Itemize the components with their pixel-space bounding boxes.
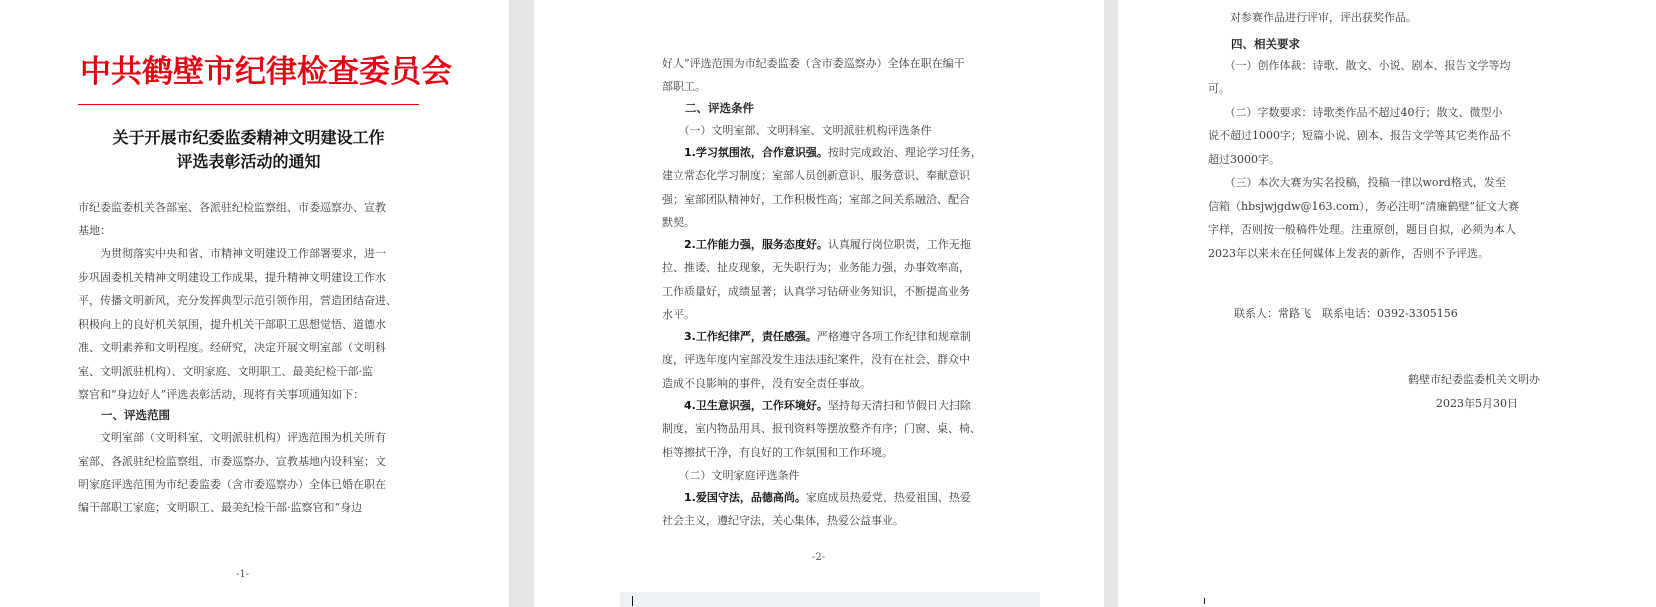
text-cursor: [632, 596, 633, 606]
criterion-2-title: 2.工作能力强，服务态度好。: [662, 238, 828, 251]
notice-title: [78, 126, 419, 174]
text-line: 超过3000字。: [1208, 153, 1280, 166]
family-criterion-1-title: 1.爱国守法，品德高尚。: [662, 491, 806, 504]
text-line: 拉、推诿、扯皮现象，无失职行为；业务能力强，办事效率高，: [662, 261, 970, 274]
org-header: 中共鹤壁市纪律检查委员会: [80, 54, 452, 90]
text-line: 明家庭评选范围为市纪委监委（含市委巡察办）全体已婚在职在: [78, 478, 386, 491]
text-line: 察官和“身边好人”评选表彰活动，现将有关事项通知如下：: [78, 388, 365, 401]
criterion-1-title: 1.学习氛围浓，合作意识强。: [662, 146, 828, 159]
text-line: [662, 394, 971, 418]
text-line: 度，评选年度内室部没发生违法违纪案件，没有在社会、群众中: [662, 353, 970, 366]
text-line: 为贯彻落实中央和省、市精神文明建设工作部署要求，进一: [78, 247, 386, 260]
document-page-1: [0, 0, 509, 607]
text-line: 基地：: [78, 224, 111, 237]
text-line: [662, 486, 971, 510]
text-cursor-right: [1204, 598, 1205, 604]
page-number: -2-: [812, 552, 826, 563]
text-line: （三）本次大赛为实名投稿，投稿一律以word格式，发至: [1208, 176, 1506, 189]
text-line: 2023年以来未在任何媒体上发表的新作，否则不予评选。: [1208, 247, 1489, 260]
page-gutter-left: [509, 0, 534, 607]
text-line: 造成不良影响的事件，没有安全责任事故。: [662, 377, 871, 390]
document-page-3: [1118, 0, 1656, 607]
text-line: 编干部职工家庭；文明职工、最美纪检干部·监察官和“身边: [78, 501, 363, 514]
text-line: [662, 141, 982, 165]
text-line: 可。: [1208, 82, 1230, 95]
text-line: 默契。: [662, 216, 695, 229]
text-line: 柜等擦拭干净，有良好的工作氛围和工作环境。: [662, 446, 893, 459]
text-line: 平，传播文明新风，充分发挥典型示范引领作用，营造团结奋进、: [78, 294, 397, 307]
text-line: 准、文明素养和文明程度。经研究，决定开展文明室部（文明科: [78, 341, 386, 354]
text-line: 市纪委监委机关各部室、各派驻纪检监察组、市委巡察办、宣教: [78, 201, 386, 214]
text-line: （二）文明家庭评选条件: [662, 469, 800, 482]
criterion-4-title: 4.卫生意识强，工作环境好。: [662, 399, 828, 412]
text-line: 字样，否则按一般稿件处理。注重原创，题目自拟，必须为本人: [1208, 223, 1516, 236]
criterion-4-text: 坚持每天清扫和节假日大扫除: [827, 399, 971, 412]
text-line: 部职工。: [662, 80, 706, 93]
page-gutter-right: [1104, 0, 1118, 607]
text-line: 好人”评选范围为市纪委监委（含市委巡察办）全体在职在编干: [662, 57, 965, 70]
text-line: 强；室部团队精神好，工作积极性高；室部之间关系融洽、配合: [662, 193, 970, 206]
text-line: 水平。: [662, 308, 695, 321]
text-line: 工作质量好，成绩显著；认真学习钻研业务知识，不断提高业务: [662, 285, 970, 298]
text-line: [662, 233, 971, 257]
criterion-2-text: 认真履行岗位职责，工作无拖: [827, 238, 971, 251]
text-line: 步巩固委机关精神文明建设工作成果，提升精神文明建设工作水: [78, 271, 386, 284]
text-line: [662, 325, 971, 349]
notice-title-line-1: 关于开展市纪委监委精神文明建设工作: [112, 128, 385, 147]
page-number: -1-: [236, 569, 250, 580]
text-line: 室、文明派驻机构）、文明家庭、文明职工、最美纪检干部·监: [78, 365, 373, 378]
text-line: 说不超过1000字；短篇小说、剧本、报告文学等其它类作品不: [1208, 129, 1511, 142]
text-line: 对参赛作品进行评审，评出获奖作品。: [1208, 11, 1417, 24]
section-heading: 二、评选条件: [662, 101, 754, 115]
section-heading: 四、相关要求: [1208, 37, 1300, 51]
text-line: 文明室部（文明科室、文明派驻机构）评选范围为机关所有: [78, 431, 386, 444]
text-line: 制度，室内物品用具、报刊资料等摆放整齐有序；门窗、桌、椅、: [662, 422, 981, 435]
document-page-2: [534, 0, 1104, 607]
signature-org: 鹤壁市纪委监委机关文明办: [1408, 373, 1540, 386]
contact-line: 联系人：常路飞 联系电话：0392-3305156: [1234, 307, 1458, 320]
text-line: （一）文明室部、文明科室、文明派驻机构评选条件: [662, 124, 932, 137]
section-heading: 一、评选范围: [78, 408, 170, 422]
criterion-3-text: 严格遵守各项工作纪律和规章制: [816, 330, 971, 343]
text-line: 室部、各派驻纪检监察组、市委巡察办、宣教基地内设科室；文: [78, 455, 386, 468]
text-line: 建立常态化学习制度；室部人员创新意识、服务意识、奉献意识: [662, 169, 970, 182]
text-line: 社会主义，遵纪守法，关心集体，热爱公益事业。: [662, 514, 904, 527]
criterion-1-text: 按时完成政治、理论学习任务，: [827, 146, 982, 159]
notice-title-line-2: 评选表彰活动的通知: [176, 152, 321, 171]
red-divider: [78, 104, 419, 105]
criterion-3-title: 3.工作纪律严，责任感强。: [662, 330, 817, 343]
family-criterion-1-text: 家庭成员热爱党、热爱祖国、热爱: [805, 491, 971, 504]
signature-date: 2023年5月30日: [1436, 397, 1518, 410]
text-line: 信箱（hbsjwjgdw@163.com），务必注明“清廉鹤壁”征文大赛: [1208, 200, 1519, 213]
text-line: （一）创作体裁：诗歌、散文、小说、剧本、报告文学等均: [1208, 59, 1511, 72]
next-page-edge: [620, 592, 1040, 607]
text-line: （二）字数要求：诗歌类作品不超过40行；散文、微型小: [1208, 106, 1503, 119]
text-line: 积极向上的良好机关氛围，提升机关干部职工思想觉悟、道德水: [78, 318, 386, 331]
